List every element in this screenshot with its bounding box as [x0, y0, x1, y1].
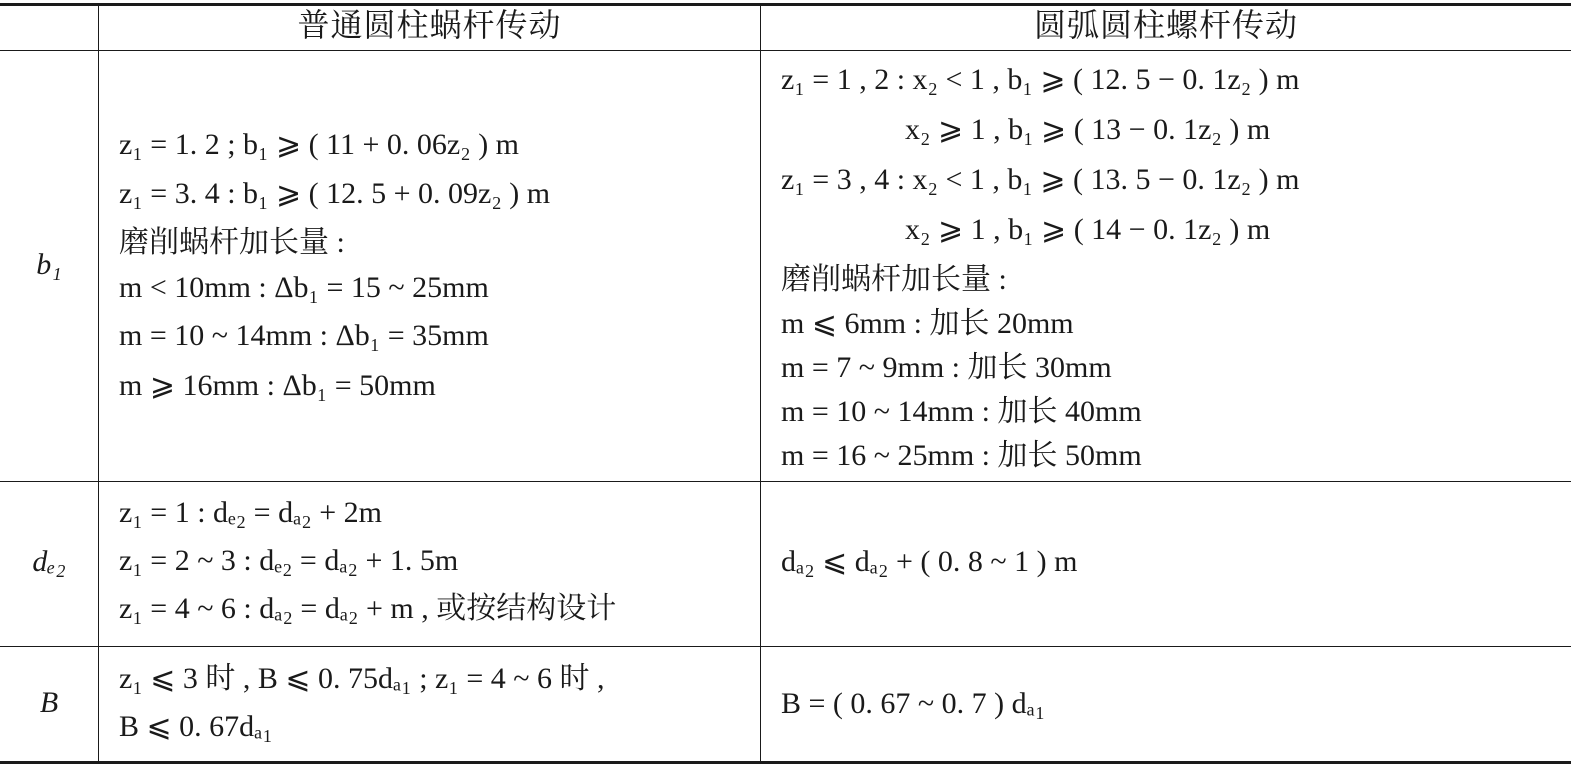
row-B-arc-cell: [761, 647, 1571, 761]
formula-line: dₐ₂ ⩽ dₐ₂ + ( 0. 8 ~ 1 ) m: [781, 545, 1078, 578]
formula-line: x₂ ⩾ 1 , b₁ ⩾ ( 13 − 0. 1z₂ ) m: [905, 113, 1271, 146]
formula-line: x₂ ⩾ 1 , b₁ ⩾ ( 14 − 0. 1z₂ ) m: [905, 213, 1271, 246]
formula-line: z₁ = 3 , 4 : x₂ < 1 , b₁ ⩾ ( 13. 5 − 0. 1z₂ ) m: [781, 163, 1300, 196]
row-symbol-B: B: [39, 686, 59, 719]
row-de2-ordinary-cell: [99, 482, 760, 646]
row-symbol-b1: b₁: [36, 248, 62, 281]
formula-line: B ⩽ 0. 67dₐ₁: [119, 710, 273, 743]
header-arc-worm: 圆弧圆柱螺杆传动: [1033, 7, 1298, 43]
formula-line: z₁ = 1 , 2 : x₂ < 1 , b₁ ⩾ ( 12. 5 − 0. 1z₂ ) m: [781, 63, 1300, 96]
formula-line: z₁ = 1 : dₑ₂ = dₐ₂ + 2m: [119, 496, 383, 529]
formula-line: z₁ = 3. 4 : b₁ ⩾ ( 12. 5 + 0. 09z₂ ) m: [119, 177, 551, 210]
header-symbol-cell: [0, 4, 98, 50]
formula-line: z₁ = 4 ~ 6 : dₐ₂ = dₐ₂ + m , 或按结构设计: [119, 592, 617, 625]
formula-line: B = ( 0. 67 ~ 0. 7 ) dₐ₁: [781, 687, 1046, 720]
formula-line: 磨削蜗杆加长量 :: [119, 226, 345, 259]
row-de2-arc-cell: [761, 482, 1571, 646]
formula-line: m = 7 ~ 9mm : 加长 30mm: [781, 351, 1112, 384]
formula-line: m = 10 ~ 14mm : Δb₁ = 35mm: [119, 319, 489, 352]
row-b1-ordinary-cell: [99, 51, 760, 481]
row-B-ordinary-cell: [99, 647, 760, 761]
formula-line: z₁ = 1. 2 ; b₁ ⩾ ( 11 + 0. 06z₂ ) m: [119, 128, 520, 161]
row-symbol-de2: dₑ₂: [32, 545, 66, 578]
formula-line: m ⩾ 16mm : Δb₁ = 50mm: [119, 369, 436, 402]
formula-line: m < 10mm : Δb₁ = 15 ~ 25mm: [119, 271, 489, 304]
table-bottom-rule: [0, 761, 1571, 764]
header-ordinary-worm: 普通圆柱蜗杆传动: [297, 7, 562, 43]
formula-line: z₁ ⩽ 3 时 , B ⩽ 0. 75dₐ₁ ; z₁ = 4 ~ 6 时 ,: [119, 662, 605, 695]
formula-line: m ⩽ 6mm : 加长 20mm: [781, 307, 1074, 340]
formula-line: z₁ = 2 ~ 3 : dₑ₂ = dₐ₂ + 1. 5m: [119, 544, 459, 577]
formula-line: m = 16 ~ 25mm : 加长 50mm: [781, 439, 1142, 472]
formula-line: m = 10 ~ 14mm : 加长 40mm: [781, 395, 1142, 428]
row-b1-arc-cell: [761, 51, 1571, 481]
formula-line: 磨削蜗杆加长量 :: [781, 263, 1007, 296]
